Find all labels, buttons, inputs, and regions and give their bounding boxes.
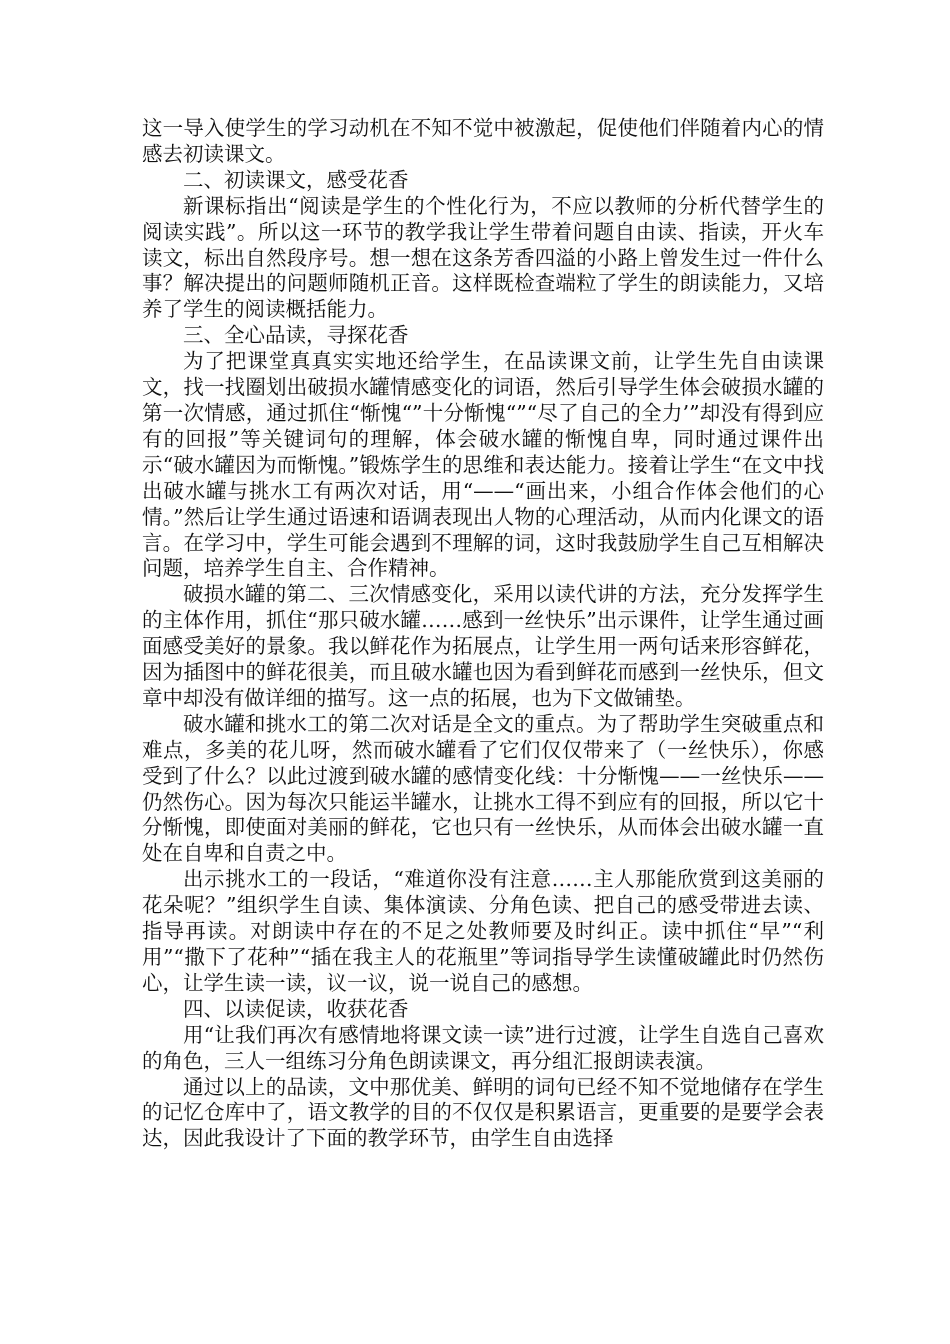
- document-page: [142, 116, 824, 1152]
- paragraph: 新课标指出“阅读是学生的个性化行为，不应以教师的分析代替学生的阅读实践”。所以这一环节的教学我让学生带着问题自由读、指读，开火车读文，标出自然段序号。想一想在这条芳香四溢的小路上曾发生过一件什么事？解决提出的问题师随机正音。这样既检查端粒了学生的朗读能力，又培养了学生的阅读概括能力。: [142, 193, 824, 322]
- paragraph: 为了把课堂真真实实地还给学生，在品读课文前，让学生先自由读课文，找一找圈划出破损水罐情感变化的词语，然后引导学生体会破损水罐的第一次情感，通过抓住“惭愧“”十分惭愧“”“尽了自己的全力’”却没有得到应有的回报”等关键词句的理解，体会破水罐的惭愧自卑，同时通过课件出示“破水罐因为而惭愧。”锻炼学生的思维和表达能力。接着让学生“在文中找出破水罐与挑水工有两次对话，用“——“画出来，小组合作体会他们的心情。”然后让学生通过语速和语调表现出人物的心理活动，从而内化课文的语言。在学习中，学生可能会遇到不理解的词，这时我鼓励学生自己互相解决问题，培养学生自主、合作精神。: [142, 349, 824, 581]
- section-heading-2: 二、初读课文，感受花香: [183, 167, 409, 192]
- paragraph: 用“让我们再次有感情地将课文读一读”进行过渡，让学生自选自己喜欢的角色，三人一组练习分角色朗读课文，再分组汇报朗读表演。: [142, 1022, 824, 1073]
- section-heading-3: 三、全心品读，寻探花香: [183, 323, 409, 348]
- section-heading-4: 四、以读促读，收获花香: [183, 996, 409, 1021]
- paragraph-intro-continued: 这一导入使学生的学习动机在不知不觉中被激起，促使他们伴随着内心的情感去初读课文。: [142, 116, 824, 166]
- paragraph: 出示挑水工的一段话，“难道你没有注意……主人那能欣赏到这美丽的花朵呢？”组织学生自读、集体演读、分角色读、把自己的感受带进去读、指导再读。对朗读中存在的不足之处教师要及时纠正。读中抓住“早”“利用”“撒下了花种”“插在我主人的花瓶里”等词指导学生读懂破罐此时仍然伤心，让学生读一读，议一议，说一说自己的感想。: [142, 867, 824, 995]
- paragraph: 通过以上的品读，文中那优美、鲜明的词句已经不知不觉地储存在学生的记忆仓库中了，语文教学的目的不仅仅是积累语言，更重要的是要学会表达，因此我设计了下面的教学环节，由学生自由选择: [142, 1074, 824, 1151]
- paragraph: 破损水罐的第二、三次情感变化，采用以读代讲的方法，充分发挥学生的主体作用，抓住“那只破水罐……感到一丝快乐”出示课件，让学生通过画面感受美好的景象。我以鲜花作为拓展点，让学生用一两句话来形容鲜花，因为插图中的鲜花很美，而且破水罐也因为看到鲜花而感到一丝快乐，但文章中却没有做详细的描写。这一点的拓展，也为下文做铺垫。: [142, 582, 824, 710]
- paragraph: 破水罐和挑水工的第二次对话是全文的重点。为了帮助学生突破重点和难点，多美的花儿呀，然而破水罐看了它们仅仅带来了（一丝快乐），你感受到了什么？以此过渡到破水罐的感情变化线：十分惭愧——一丝快乐——仍然伤心。因为每次只能运半罐水，让挑水工得不到应有的回报，所以它十分惭愧，即使面对美丽的鲜花，它也只有一丝快乐，从而体会出破水罐一直处在自卑和自责之中。: [142, 711, 824, 866]
